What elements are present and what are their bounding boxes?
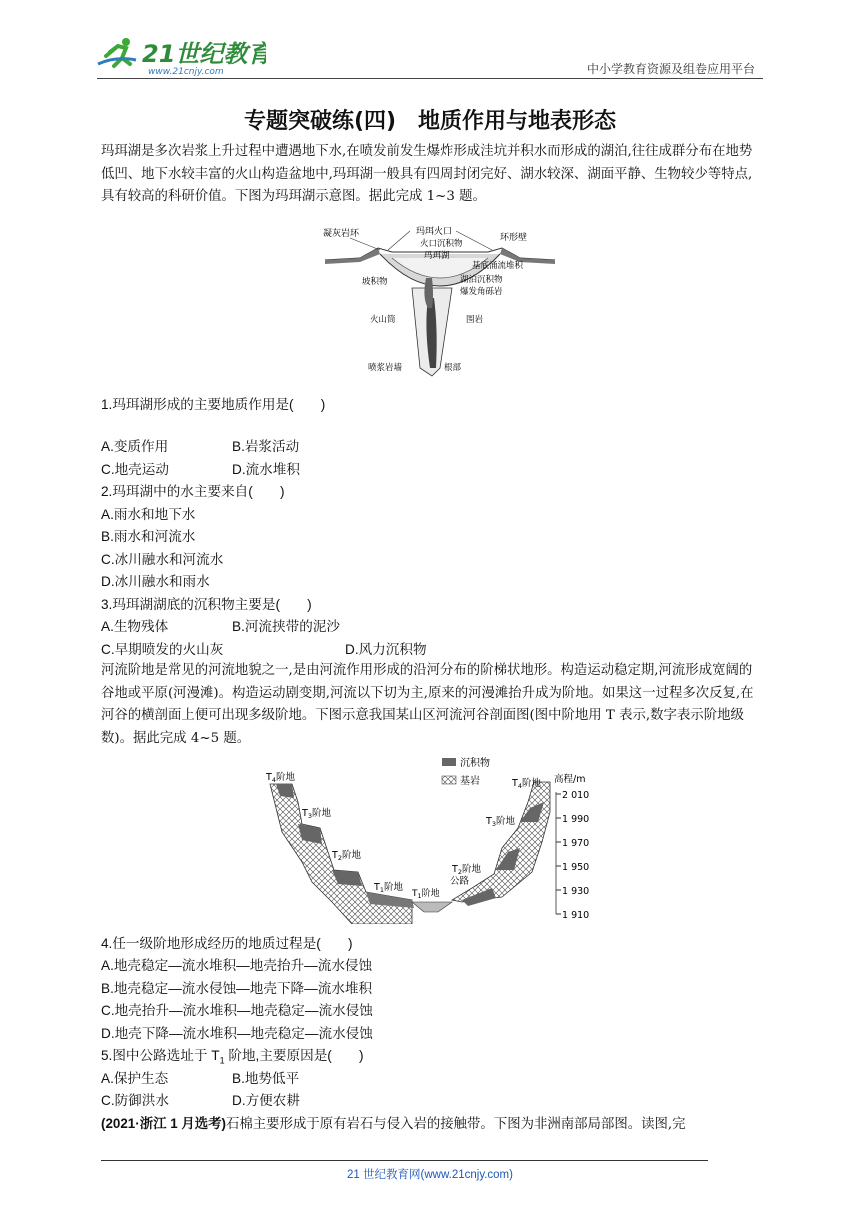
q1-option-d[interactable]: D.流水堆积 xyxy=(232,462,300,477)
svg-text:爆发角砾岩: 爆发角砾岩 xyxy=(460,287,503,297)
svg-text:根部: 根部 xyxy=(444,363,462,373)
footer-link[interactable]: 21 世纪教育网(www.21cnjy.com) xyxy=(347,1169,513,1181)
svg-text:湖泊沉积物: 湖泊沉积物 xyxy=(460,275,503,285)
svg-text:玛珥火口: 玛珥火口 xyxy=(416,227,453,237)
river-terrace-profile xyxy=(262,752,602,924)
q5-option-a[interactable]: A.保护生态 xyxy=(101,1071,169,1086)
q1-option-c[interactable]: C.地壳运动 xyxy=(101,462,169,477)
q5-option-c[interactable]: C.防御洪水 xyxy=(101,1093,169,1108)
svg-text:1 990: 1 990 xyxy=(562,814,590,825)
question-2-stem: 2.玛珥湖中的水主要来自( ) xyxy=(101,484,285,499)
svg-text:T2阶地: $T_2$阶地 xyxy=(332,850,361,862)
header-divider xyxy=(97,78,763,79)
svg-text:公路: 公路 xyxy=(450,876,470,887)
logo-text: 21世纪教育 xyxy=(142,40,266,68)
maar-lake-diagram xyxy=(320,218,560,378)
q2-option-c[interactable]: C.冰川融水和河流水 xyxy=(101,552,224,567)
svg-text:火山筒: 火山筒 xyxy=(370,315,396,325)
runner-icon xyxy=(98,38,136,66)
svg-text:T4阶地: $T_4$阶地 xyxy=(266,772,295,784)
q4-option-b[interactable]: B.地壳稳定—流水侵蚀—地壳下降—流水堆积 xyxy=(101,981,373,996)
svg-text:坡积物: 坡积物 xyxy=(362,277,388,287)
svg-text:2 010: 2 010 xyxy=(562,790,590,801)
intro-paragraph-1: 玛珥湖是多次岩浆上升过程中遭遇地下水,在喷发前发生爆炸形成洼坑并积水而形成的湖泊,往往成群分布在地势低凹、地下水较丰富的火山构造盆地中,玛珥湖一般具有四周封闭完好、湖水较深、湖面平静、生物较少等特点,具有较高的科研价值。下图为玛珥湖示意图。据此完成 1~3 题。 xyxy=(101,144,753,204)
svg-text:1 930: 1 930 xyxy=(562,886,590,897)
q2-option-d[interactable]: D.冰川融水和雨水 xyxy=(101,574,210,589)
svg-text:玛珥湖: 玛珥湖 xyxy=(424,251,450,261)
svg-text:T1阶地: $T_1$阶地 xyxy=(374,882,403,894)
svg-text:T1阶地: $T_1$阶地 xyxy=(412,889,440,900)
legend-swatch-bedrock xyxy=(442,776,456,784)
svg-text:火口沉积物: 火口沉积物 xyxy=(420,239,463,249)
q3-option-b[interactable]: B.河流挟带的泥沙 xyxy=(232,619,340,634)
logo-url: www.21cnjy.com xyxy=(148,67,224,77)
svg-text:凝灰岩环: 凝灰岩环 xyxy=(323,229,360,239)
q1-option-b[interactable]: B.岩浆活动 xyxy=(232,439,300,454)
svg-text:沉积物: 沉积物 xyxy=(460,758,490,769)
logo xyxy=(96,34,266,78)
platform-name: 中小学教育资源及组卷应用平台 xyxy=(586,62,755,76)
legend-swatch-sediment xyxy=(442,758,456,766)
svg-text:1 910: 1 910 xyxy=(562,910,590,921)
q3-option-c[interactable]: C.早期喷发的火山灰 xyxy=(101,642,224,657)
q4-option-a[interactable]: A.地壳稳定—流水堆积—地壳抬升—流水侵蚀 xyxy=(101,958,373,973)
svg-text:1 970: 1 970 xyxy=(562,838,590,849)
intro-paragraph-2: 河流阶地是常见的河流地貌之一,是由河流作用形成的沿河分布的阶梯状地形。构造运动稳定期,河流形成宽阔的谷地或平原(河漫滩)。构造运动剧变期,河流以下切为主,原来的河漫滩抬升成为阶地。如果这一过程多次反复,在河谷的横剖面上便可出现多级阶地。下图示意我国某山区河流河谷剖面图(图中阶地用 T 表示,数字表示阶地级数)。据此完成 4~5 题。 xyxy=(101,663,754,746)
q4-option-c[interactable]: C.地壳抬升—流水堆积—地壳稳定—流水侵蚀 xyxy=(101,1003,373,1018)
q5-option-b[interactable]: B.地势低平 xyxy=(232,1071,300,1086)
svg-text:T2阶地: $T_2$阶地 xyxy=(452,864,481,876)
question-1-stem: 1.玛珥湖形成的主要地质作用是( ) xyxy=(101,397,326,412)
q3-option-a[interactable]: A.生物残体 xyxy=(101,619,169,634)
question-5-stem: 5.图中公路选址于 $T_1$ 阶地,主要原因是( ) xyxy=(101,1048,364,1066)
footer-divider xyxy=(101,1160,708,1161)
q5-option-d[interactable]: D.方便农耕 xyxy=(232,1093,300,1108)
svg-text:喷浆岩墙: 喷浆岩墙 xyxy=(368,363,403,373)
q1-option-a[interactable]: A.变质作用 xyxy=(101,439,169,454)
svg-text:基岩: 基岩 xyxy=(460,776,480,787)
svg-text:围岩: 围岩 xyxy=(466,315,484,325)
q2-option-b[interactable]: B.雨水和河流水 xyxy=(101,529,196,544)
svg-text:高程/m: 高程/m xyxy=(554,774,586,785)
svg-text:环形壁: 环形壁 xyxy=(500,233,528,243)
q3-option-d[interactable]: D.风力沉积物 xyxy=(345,642,427,657)
svg-text:1 950: 1 950 xyxy=(562,862,590,873)
q4-option-d[interactable]: D.地壳下降—流水堆积—地壳稳定—流水侵蚀 xyxy=(101,1026,373,1041)
svg-text:T3阶地: $T_3$阶地 xyxy=(302,808,331,820)
q2-option-a[interactable]: A.雨水和地下水 xyxy=(101,507,196,522)
question-3-stem: 3.玛珥湖湖底的沉积物主要是( ) xyxy=(101,597,312,612)
question-4-stem: 4.任一级阶地形成经历的地质过程是( ) xyxy=(101,936,353,951)
svg-text:基底涌流堆积: 基底涌流堆积 xyxy=(472,261,524,271)
intro-paragraph-3: (2021·浙江 1 月选考)石棉主要形成于原有岩石与侵入岩的接触带。下图为非洲南部局部图。读图,完 xyxy=(101,1116,686,1132)
svg-text:T3阶地: $T_3$阶地 xyxy=(486,816,515,828)
page-title: 专题突破练(四) 地质作用与地表形态 xyxy=(243,109,617,134)
svg-text:T4阶地: $T_4$阶地 xyxy=(512,778,541,790)
